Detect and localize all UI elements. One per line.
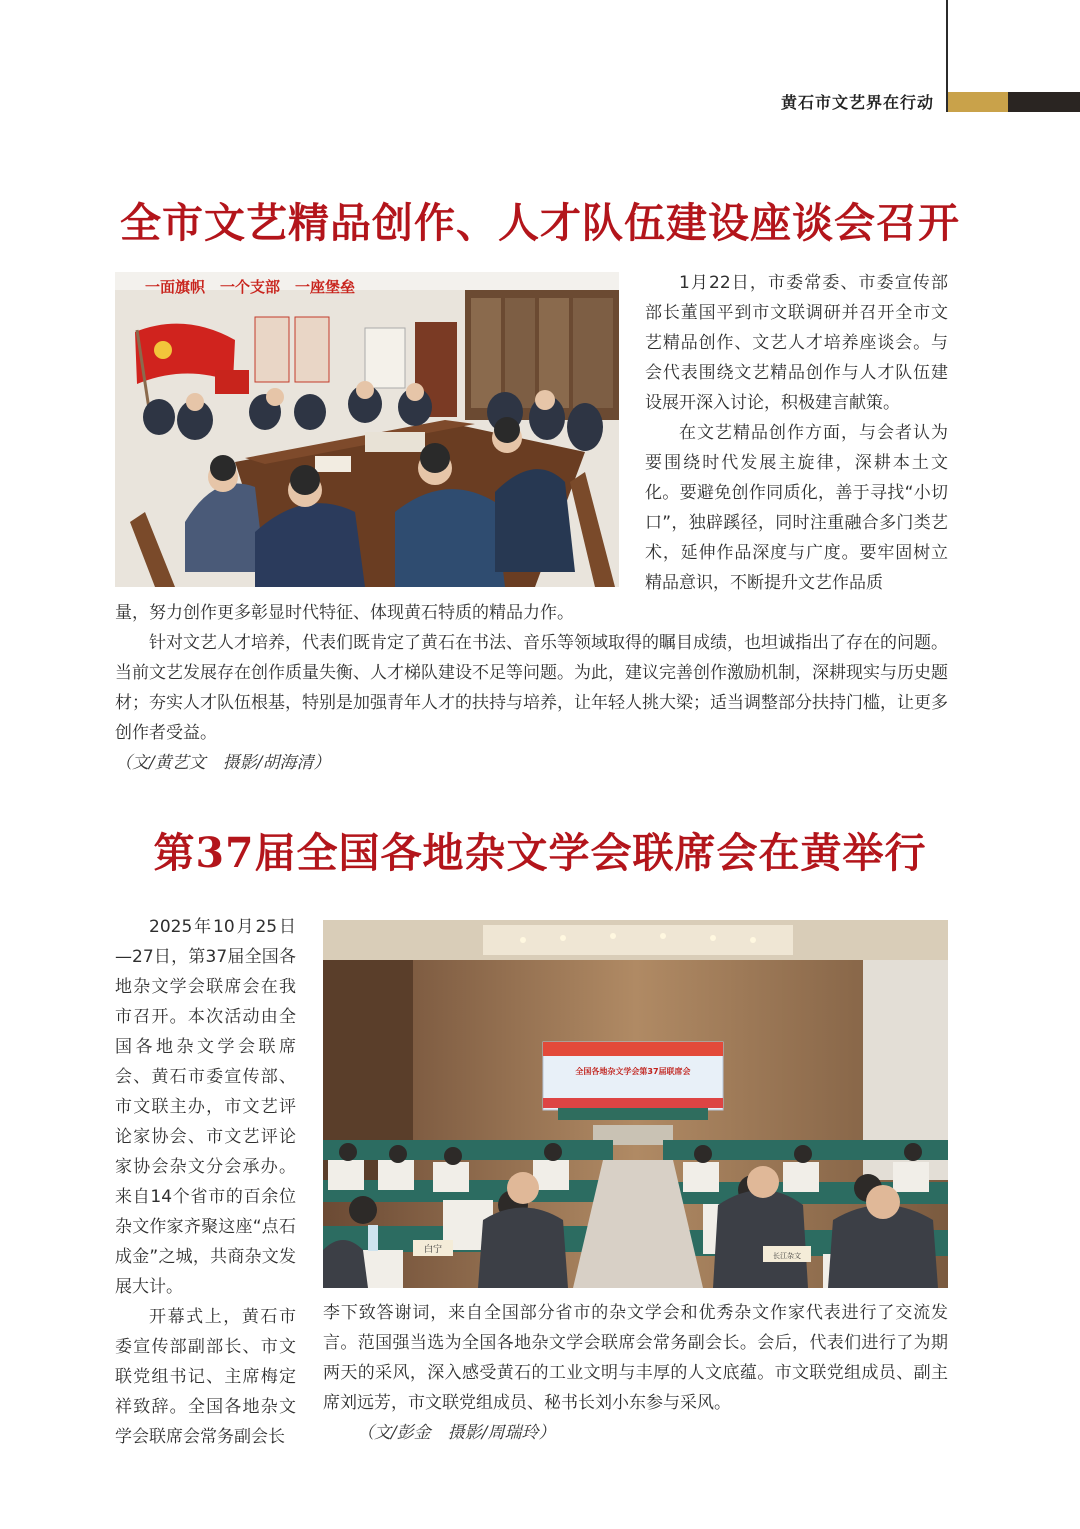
article2-paragraph: 开幕式上，黄石市委宣传部副部长、市文联党组书记、主席梅定祥致辞。全国各地杂文学会联席会常务副会长 <box>115 1307 296 1447</box>
article2-left-column <box>115 912 296 1452</box>
article1-photo <box>115 272 619 587</box>
article1-paragraph-cont: 量，努力创作更多彰显时代特征、体现黄石特质的精品力作。 <box>115 603 574 623</box>
article1-body-wrap-2 <box>645 418 948 598</box>
header-bar-gold <box>948 92 1008 112</box>
article2-photo <box>323 920 948 1288</box>
article1-title: 全市文艺精品创作、人才队伍建设座谈会召开 <box>120 199 960 247</box>
article1-paragraph: 在文艺精品创作方面，与会者认为要围绕时代发展主旋律，深耕本土文化。要避免创作同质化，善于寻找“小切口”，独辟蹊径，同时注重融合多门类艺术，延伸作品深度与广度。要牢固树立精品意识，不断提升文艺作品质 <box>645 423 948 593</box>
article2-credit: （文/彭金 摄影/周瑞玲） <box>357 1423 556 1443</box>
article1-credit-line <box>115 748 948 778</box>
article2-right-column <box>323 1298 948 1448</box>
article2-credit-line <box>323 1418 948 1448</box>
article2-paragraph: 2025年10月25日—27日，第37届全国各地杂文学会联席会在我市召开。本次活动由全国各地杂文学会联席会、黄石市委宣传部、市文联主办，市文艺评论家协会、市文艺评论家协会杂文分会承办。来自14个省市的百余位杂文作家齐聚这座“点石成金”之城，共商杂文发展大计。 <box>115 917 296 1297</box>
photo2-nameplate-1: 白宁 <box>423 1245 443 1255</box>
article2-paragraph-cont: 李下致答谢词，来自全国部分省市的杂文学会和优秀杂文作家代表进行了交流发言。范国强当选为全国各地杂文学会联席会常务副会长。会后，代表们进行了为期两天的采风，深入感受黄石的工业文明与丰厚的人文底蕴。市文联党组成员、副主席刘远芳，市文联党组成员、秘书长刘小东参与采风。 <box>323 1303 948 1413</box>
article2-title: 第37届全国各地杂文学会联席会在黄举行 <box>153 829 927 877</box>
article1-credit: （文/黄艺文 摄影/胡海清） <box>115 753 331 773</box>
photo1-wall-banner: 一面旗帜 一个支部 一座堡垒 <box>145 278 356 296</box>
article1-paragraph: 针对文艺人才培养，代表们既肯定了黄石在书法、音乐等领域取得的瞩目成绩，也坦诚指出了存在的问题。当前文艺发展存在创作质量失衡、人才梯队建设不足等问题。为此，建议完善创作激励机制，深耕现实与历史题材；夯实人才队伍根基，特别是加强青年人才的扶持与培养，让年轻人挑大梁；适当调整部分扶持门槛，让更多创作者受益。 <box>115 633 948 743</box>
header-bar-dark <box>1008 92 1080 112</box>
photo2-screen-text: 全国各地杂文学会第37届联席会 <box>575 1067 691 1076</box>
article1-body-full <box>115 598 948 778</box>
article1-paragraph: 1月22日，市委常委、市委宣传部部长董国平到市文联调研并召开全市文艺精品创作、文艺人才培养座谈会。与会代表围绕文艺精品创作与人才队伍建设展开深入讨论，积极建言献策。 <box>645 273 948 413</box>
photo2-nameplate-2: 长江杂文 <box>773 1252 801 1260</box>
article1-body-wrap <box>645 268 948 418</box>
section-header: 黄石市文艺界在行动 <box>780 93 934 112</box>
